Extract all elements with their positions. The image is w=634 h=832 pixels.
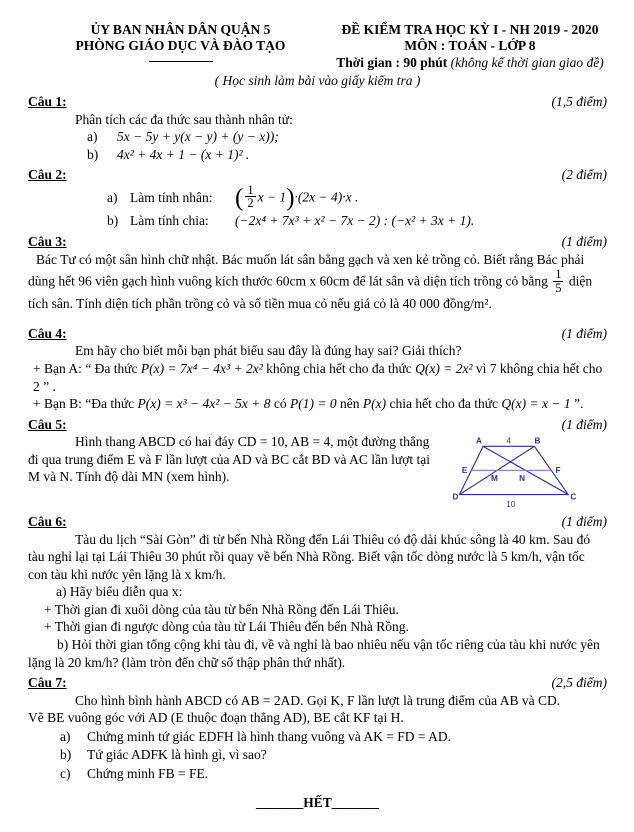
statement-b (33, 395, 607, 413)
item-a-label: a) (60, 728, 71, 744)
midpoint-f-label: F (554, 466, 560, 476)
question-1-points: (1,5 điểm) (551, 93, 607, 109)
polynomial-q: Q(x) = 2x² (415, 360, 473, 376)
question-4 (28, 325, 607, 413)
question-7-label: Câu 7: (28, 675, 67, 691)
fraction-numerator: 1 (247, 182, 254, 197)
value-p1: P(1) = 0 (290, 396, 337, 412)
question-5-body (28, 433, 607, 513)
question-3-points: (1 điểm) (561, 233, 607, 249)
question-5-points: (1 điểm) (561, 416, 607, 432)
question-2-heading (28, 166, 607, 184)
statement-a-end: vì 7 không chia hết cho 2 ” . (33, 360, 603, 394)
question-1 (28, 93, 607, 163)
authority-line-1: ỦY BAN NHÂN DÂN QUẬN 5 (90, 22, 271, 37)
exam-duration-note: (không kể thời gian giao đề) (450, 54, 604, 70)
close-paren: ) (286, 183, 295, 211)
question-7-item-a (60, 728, 607, 746)
question-6 (28, 513, 607, 671)
question-6-item-b: b) Hỏi thời gian tổng cộng khi tàu đi, về và nghỉ là bao nhiêu nếu vận tốc riêng của tàu khi nước yên lặng là 20 km/h? (làm tròn đến chữ số thập phân thứ nhất). (28, 636, 600, 670)
question-2-item-b (107, 212, 607, 230)
statement-b-mid3: chia hết cho đa thức (386, 396, 502, 412)
end-marker-label: HẾT (303, 795, 332, 811)
fraction-denominator: 2 (247, 196, 254, 211)
question-3-heading (28, 233, 607, 251)
exam-subject: MÔN : TOÁN - LỚP 8 (404, 38, 536, 54)
statement-a (33, 360, 607, 395)
item-c-label: c) (60, 765, 71, 781)
question-6-item-a: a) Hãy biểu diễn qua x: (56, 584, 183, 600)
question-4-heading (28, 325, 607, 343)
question-1-item-b (87, 146, 607, 164)
item-a-expression: 5x − 5y + y(x − y) + (y − x)); (117, 129, 279, 145)
question-6-heading (28, 513, 607, 531)
item-b-text: Tứ giác ADFK là hình gì, vì sao? (87, 747, 267, 763)
text-after-fraction: diện tích sân. Tính diện tích phần trồng cỏ và số tiền mua cỏ nếu giá cỏ là 40 000 đồng/m². (28, 273, 593, 312)
fraction-denominator: 5 (555, 280, 562, 295)
bottom-base-length-label: 10 (505, 500, 515, 510)
item-a-label: a) (87, 129, 98, 145)
exam-title-block (333, 22, 607, 71)
question-1-intro: Phân tích các đa thức sau thành nhân tử: (75, 111, 293, 127)
question-1-label: Câu 1: (28, 93, 67, 109)
exam-duration-line (333, 55, 607, 71)
end-marker-pre: _______ (255, 795, 304, 811)
question-5-label: Câu 5: (28, 416, 67, 432)
student-instruction: ( Học sinh làm bài vào giấy kiểm tra ) (214, 73, 421, 89)
polynomial-px: P(x) (362, 396, 387, 412)
item-b-label: b) (107, 213, 119, 229)
question-7-points: (2,5 điểm) (551, 675, 607, 691)
open-paren: ( (235, 183, 244, 211)
trapezoid-figure (430, 433, 607, 513)
point-n-label: N (518, 474, 525, 484)
exam-duration: Thời gian : 90 phút (336, 54, 451, 70)
question-6-points: (1 điểm) (561, 514, 607, 530)
question-2-points: (2 điểm) (561, 167, 607, 183)
expression-inside-parens: x − 1 (257, 189, 287, 205)
header-divider-rule (149, 61, 213, 62)
question-3 (28, 233, 607, 313)
question-2-label: Câu 2: (28, 167, 67, 183)
question-5-text: Hình thang ABCD có hai đáy CD = 10, AB = 4, một đường thẳng đi qua trung điểm E và F lần lượt của AD và BC cắt BD và AC lần lượt tại M và N. Tính độ dài MN (xem hình). (28, 434, 430, 485)
question-7-paragraph-1: Cho hình bình hành ABCD có AB = 2AD. Gọi K, F lần lượt là trung điểm của AB và CD. (75, 692, 561, 708)
question-3-label: Câu 3: (28, 233, 67, 249)
item-b-expression: (−2x⁴ + 7x³ + x² − 7x − 2) : (−x² + 3x + 1). (235, 213, 475, 229)
question-2-item-a (107, 182, 607, 212)
statement-b-mid1: có (270, 396, 291, 412)
polynomial-p2: P(x) = x³ − 4x² − 5x + 8 (137, 396, 271, 412)
question-7 (28, 674, 607, 782)
question-6-bullet-1: + Thời gian đi xuôi dòng của tàu từ bến Nhà Rồng đến Lái Thiêu. (44, 601, 399, 617)
polynomial-p: P(x) = 7x⁴ − 4x³ + 2x² (140, 360, 263, 376)
statement-a-mid: không chia hết cho đa thức (262, 360, 416, 376)
expression-rest: ·(2x − 4)·x . (294, 189, 359, 205)
question-7-item-b (60, 746, 607, 764)
authority-line-2: PHÒNG GIÁO DỤC VÀ ĐÀO TẠO (75, 38, 286, 54)
statement-b-text: + Bạn B: “Đa thức (33, 396, 138, 412)
statement-b-mid2: nên (336, 396, 363, 412)
vertex-d-label: D (451, 492, 458, 502)
question-5 (28, 416, 607, 514)
item-a-expression (235, 182, 359, 212)
item-b-label: b) (87, 146, 99, 162)
question-4-points: (1 điểm) (561, 325, 607, 341)
end-marker-post: _______ (331, 795, 379, 811)
question-6-paragraph: Tàu du lịch “Sài Gòn” đi từ bến Nhà Rồng đến Lái Thiêu có độ dài khúc sông là 40 km. Sau đó tàu nghỉ lại tại Lái Thiêu 30 phút rồi quay về bến Nhà Rồng. Biết vận tốc dòng nước là 5 km/h, vận tốc con tàu khi nước yên lặng là x km/h. (28, 531, 591, 582)
end-of-exam-marker (28, 794, 607, 812)
issuing-authority-block (28, 22, 333, 62)
question-7-paragraph-2: Vẽ BE vuông góc với AD (E thuộc đoạn thẳng AD), BE cắt KF tại H. (28, 710, 404, 726)
question-6-bullet-2: + Thời gian đi ngược dòng của tàu từ Lái Thiêu đến bến Nhà Rồng. (44, 619, 409, 635)
question-1-item-a (87, 128, 607, 146)
text-before-fraction: Bác Tư có một sân hình chữ nhật. Bác muốn lát sân bằng gạch và xen kẻ trồng cỏ. Biết rằng Bác phải dùng hết 96 viên gạch hình vuông kích thước 60cm x 60cm để lát sân và diện tích trồng cỏ bằng (28, 252, 585, 289)
item-b-task: Làm tính chia: (130, 213, 209, 229)
item-b-expression: 4x² + 4x + 1 − (x + 1)² . (117, 146, 250, 162)
question-3-text (28, 251, 607, 313)
item-b-label: b) (60, 747, 72, 763)
trapezoid-svg (449, 433, 589, 513)
question-2 (28, 166, 607, 230)
vertex-c-label: C (569, 492, 576, 502)
item-c-text: Chứng minh FB = FE. (87, 765, 209, 781)
question-4-intro: Em hãy cho biết mỗi bạn phát biểu sau đây là đúng hay sai? Giải thích? (75, 343, 462, 359)
midpoint-e-label: E (461, 466, 467, 476)
statement-a-text: + Bạn A: “ Đa thức (33, 360, 141, 376)
fraction-one-half (245, 184, 255, 211)
polynomial-q2: Q(x) = x − 1 (501, 396, 571, 412)
vertex-a-label: A (475, 436, 482, 446)
exam-title: ĐỀ KIỂM TRA HỌC KỲ I - NH 2019 - 2020 (341, 22, 599, 37)
item-a-task: Làm tính nhân: (130, 190, 213, 206)
question-7-item-c (60, 765, 607, 783)
document-header (28, 22, 607, 71)
fraction-numerator: 1 (555, 266, 562, 281)
point-m-label: M (490, 474, 498, 484)
statement-b-end: ”. (570, 396, 584, 412)
question-6-label: Câu 6: (28, 514, 67, 530)
vertex-b-label: B (534, 436, 540, 446)
item-a-text: Chứng minh tứ giác EDFH là hình thang vuông và AK = FD = AD. (87, 728, 451, 744)
fraction-one-fifth (553, 268, 563, 295)
question-7-heading (28, 674, 607, 692)
top-base-length-label: 4 (505, 436, 511, 446)
question-5-heading (28, 416, 607, 434)
question-4-label: Câu 4: (28, 325, 67, 341)
item-a-label: a) (107, 190, 118, 206)
question-1-heading (28, 93, 607, 111)
